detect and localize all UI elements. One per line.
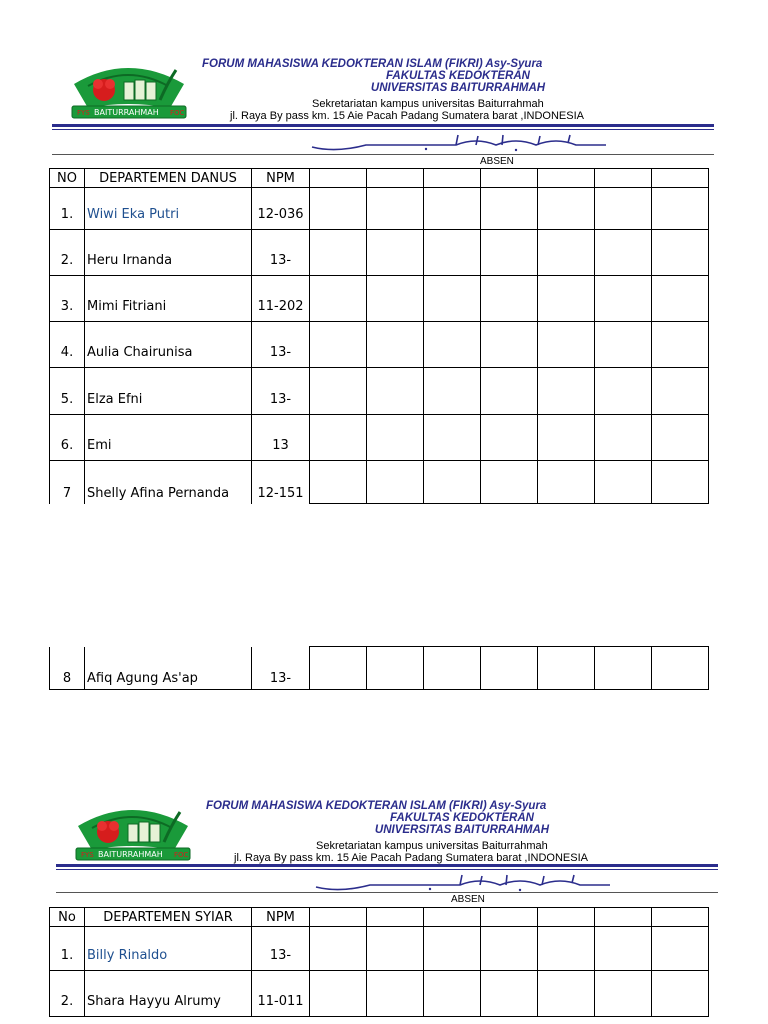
absen-cell[interactable] xyxy=(367,276,424,322)
absen-cell xyxy=(367,908,424,927)
row-name: Afiq Agung As'ap xyxy=(85,647,252,690)
col-header-dept: DEPARTEMEN DANUS xyxy=(85,169,252,188)
table-header-row xyxy=(50,908,709,927)
absen-cell[interactable] xyxy=(652,276,709,322)
absen-cell[interactable] xyxy=(310,415,367,461)
row-npm: 13- xyxy=(252,368,310,415)
absen-cell[interactable] xyxy=(367,188,424,230)
absen-cell[interactable] xyxy=(424,647,481,690)
table-row xyxy=(50,647,709,690)
row-no: 2. xyxy=(50,230,85,276)
table-header-row xyxy=(50,169,709,188)
attendance-table-danus-continued xyxy=(49,646,709,690)
absen-cell[interactable] xyxy=(538,461,595,504)
absen-cell[interactable] xyxy=(538,188,595,230)
row-npm: 11-202 xyxy=(252,276,310,322)
absen-cell[interactable] xyxy=(310,971,367,1017)
row-npm: 13- xyxy=(252,647,310,690)
row-no: 6. xyxy=(50,415,85,461)
logo-left-text: FYS xyxy=(81,851,94,859)
logo-band-text: BAITURRAHMAH xyxy=(98,850,163,859)
absen-cell xyxy=(538,169,595,188)
col-header-no: No xyxy=(50,908,85,927)
row-no: 5. xyxy=(50,368,85,415)
absen-cell[interactable] xyxy=(367,461,424,504)
absen-cell[interactable] xyxy=(367,230,424,276)
absen-cell[interactable] xyxy=(652,647,709,690)
bismillah-calligraphy xyxy=(306,133,616,153)
absen-cell[interactable] xyxy=(424,368,481,415)
row-name: Elza Efni xyxy=(85,368,252,415)
absen-cell[interactable] xyxy=(652,322,709,368)
absen-cell[interactable] xyxy=(652,927,709,971)
row-name: Heru Irnanda xyxy=(85,230,252,276)
header-rule-thick xyxy=(52,124,714,127)
row-name: Shelly Afina Pernanda xyxy=(85,461,252,504)
street-address: jl. Raya By pass km. 15 Aie Pacah Padang Sumatera barat ,INDONESIA xyxy=(230,110,585,122)
absen-cell[interactable] xyxy=(367,322,424,368)
absen-cell[interactable] xyxy=(652,415,709,461)
bismillah-calligraphy xyxy=(310,873,620,893)
absen-cell[interactable] xyxy=(481,230,538,276)
absen-label: ABSEN xyxy=(451,894,485,905)
row-no: 8 xyxy=(50,647,85,690)
row-npm: 12-036 xyxy=(252,188,310,230)
absen-cell[interactable] xyxy=(481,276,538,322)
row-name: Mimi Fitriani xyxy=(85,276,252,322)
row-no: 1. xyxy=(50,927,85,971)
absen-cell[interactable] xyxy=(481,188,538,230)
absen-cell[interactable] xyxy=(538,971,595,1017)
absen-cell[interactable] xyxy=(367,368,424,415)
absen-cell[interactable] xyxy=(595,230,652,276)
absen-cell[interactable] xyxy=(595,415,652,461)
org-name: FORUM MAHASISWA KEDOKTERAN ISLAM (FIKRI) Asy-Syura xyxy=(206,800,547,812)
absen-cell[interactable] xyxy=(481,647,538,690)
table-row xyxy=(50,927,709,971)
absen-cell[interactable] xyxy=(367,971,424,1017)
absen-cell[interactable] xyxy=(424,461,481,504)
absen-cell[interactable] xyxy=(424,415,481,461)
absen-cell[interactable] xyxy=(481,971,538,1017)
absen-cell[interactable] xyxy=(481,368,538,415)
row-npm: 13- xyxy=(252,927,310,971)
absen-cell xyxy=(481,908,538,927)
absen-cell[interactable] xyxy=(310,230,367,276)
absen-cell xyxy=(424,169,481,188)
absen-cell xyxy=(310,908,367,927)
header-rule-bottom xyxy=(52,154,714,155)
university-name: UNIVERSITAS BAITURRAHMAH xyxy=(370,82,546,94)
absen-cell[interactable] xyxy=(310,368,367,415)
table-row xyxy=(50,230,709,276)
absen-cell[interactable] xyxy=(538,368,595,415)
absen-cell[interactable] xyxy=(481,461,538,504)
absen-cell xyxy=(595,908,652,927)
absen-cell[interactable] xyxy=(652,461,709,504)
table-row xyxy=(50,188,709,230)
absen-cell[interactable] xyxy=(538,322,595,368)
row-no: 1. xyxy=(50,188,85,230)
absen-cell[interactable] xyxy=(310,188,367,230)
table-row xyxy=(50,461,709,504)
street-address: jl. Raya By pass km. 15 Aie Pacah Padang Sumatera barat ,INDONESIA xyxy=(234,852,589,864)
absen-cell[interactable] xyxy=(310,927,367,971)
absen-cell[interactable] xyxy=(538,927,595,971)
header-rule-thick xyxy=(56,864,718,867)
absen-cell[interactable] xyxy=(595,322,652,368)
absen-cell xyxy=(538,908,595,927)
absen-cell[interactable] xyxy=(595,461,652,504)
absen-cell[interactable] xyxy=(652,368,709,415)
col-header-npm: NPM xyxy=(252,169,310,188)
row-npm: 11-011 xyxy=(252,971,310,1017)
absen-cell[interactable] xyxy=(595,276,652,322)
row-no: 4. xyxy=(50,322,85,368)
col-header-dept: DEPARTEMEN SYIAR xyxy=(85,908,252,927)
absen-cell[interactable] xyxy=(310,322,367,368)
table-row xyxy=(50,322,709,368)
attendance-table-danus xyxy=(49,168,709,504)
row-name: Shara Hayyu Alrumy xyxy=(85,971,252,1017)
header-rule-thin xyxy=(52,129,714,130)
absen-cell[interactable] xyxy=(595,368,652,415)
absen-cell[interactable] xyxy=(652,971,709,1017)
absen-cell[interactable] xyxy=(595,927,652,971)
absen-cell[interactable] xyxy=(481,415,538,461)
secretariat-address: Sekretariatan kampus universitas Baiturrahmah xyxy=(316,840,548,852)
logo-band-text: BAITURRAHMAH xyxy=(94,108,159,117)
table-row xyxy=(50,971,709,1017)
absen-cell[interactable] xyxy=(424,322,481,368)
col-header-no: NO xyxy=(50,169,85,188)
logo-right-text: FOC xyxy=(170,109,185,117)
absen-label: ABSEN xyxy=(480,156,514,167)
absen-cell[interactable] xyxy=(424,971,481,1017)
logo-right-text: FOC xyxy=(174,851,189,859)
letterhead-top xyxy=(50,58,716,158)
absen-cell[interactable] xyxy=(652,188,709,230)
university-name: UNIVERSITAS BAITURRAHMAH xyxy=(374,824,550,836)
row-no: 2. xyxy=(50,971,85,1017)
row-npm: 13- xyxy=(252,322,310,368)
absen-cell[interactable] xyxy=(481,322,538,368)
org-name: FORUM MAHASISWA KEDOKTERAN ISLAM (FIKRI) Asy-Syura xyxy=(202,58,543,70)
row-name: Emi xyxy=(85,415,252,461)
absen-cell xyxy=(652,169,709,188)
table-row xyxy=(50,276,709,322)
row-no: 7 xyxy=(50,461,85,504)
absen-cell[interactable] xyxy=(481,927,538,971)
table-row xyxy=(50,368,709,415)
absen-cell[interactable] xyxy=(538,415,595,461)
absen-cell xyxy=(424,908,481,927)
absen-cell[interactable] xyxy=(595,647,652,690)
absen-cell[interactable] xyxy=(652,230,709,276)
absen-cell[interactable] xyxy=(367,647,424,690)
fikri-logo xyxy=(72,802,194,866)
row-npm: 13 xyxy=(252,415,310,461)
row-npm: 12-151 xyxy=(252,461,310,504)
absen-cell xyxy=(652,908,709,927)
col-header-npm: NPM xyxy=(252,908,310,927)
absen-cell[interactable] xyxy=(538,647,595,690)
attendance-table-syiar xyxy=(49,907,709,1017)
fikri-logo xyxy=(68,60,190,124)
secretariat-address: Sekretariatan kampus universitas Baiturrahmah xyxy=(312,98,544,110)
row-name: Aulia Chairunisa xyxy=(85,322,252,368)
absen-cell[interactable] xyxy=(595,971,652,1017)
row-name: Wiwi Eka Putri xyxy=(85,188,252,230)
absen-cell xyxy=(310,169,367,188)
header-rule-bottom xyxy=(56,892,718,893)
absen-cell xyxy=(367,169,424,188)
row-npm: 13- xyxy=(252,230,310,276)
absen-cell[interactable] xyxy=(367,927,424,971)
logo-left-text: FYS xyxy=(77,109,90,117)
row-no: 3. xyxy=(50,276,85,322)
faculty-name: FAKULTAS KEDOKTERAN xyxy=(390,812,534,824)
absen-cell xyxy=(595,169,652,188)
header-rule-thin xyxy=(56,869,718,870)
table-row xyxy=(50,415,709,461)
absen-cell[interactable] xyxy=(424,276,481,322)
faculty-name: FAKULTAS KEDOKTERAN xyxy=(386,70,530,82)
absen-cell[interactable] xyxy=(424,188,481,230)
row-name: Billy Rinaldo xyxy=(85,927,252,971)
absen-cell[interactable] xyxy=(595,188,652,230)
absen-cell[interactable] xyxy=(424,230,481,276)
absen-cell xyxy=(481,169,538,188)
absen-cell[interactable] xyxy=(424,927,481,971)
absen-cell[interactable] xyxy=(538,276,595,322)
absen-cell[interactable] xyxy=(310,647,367,690)
absen-cell[interactable] xyxy=(367,415,424,461)
absen-cell[interactable] xyxy=(310,276,367,322)
letterhead-bottom xyxy=(54,800,720,900)
absen-cell[interactable] xyxy=(310,461,367,504)
absen-cell[interactable] xyxy=(538,230,595,276)
